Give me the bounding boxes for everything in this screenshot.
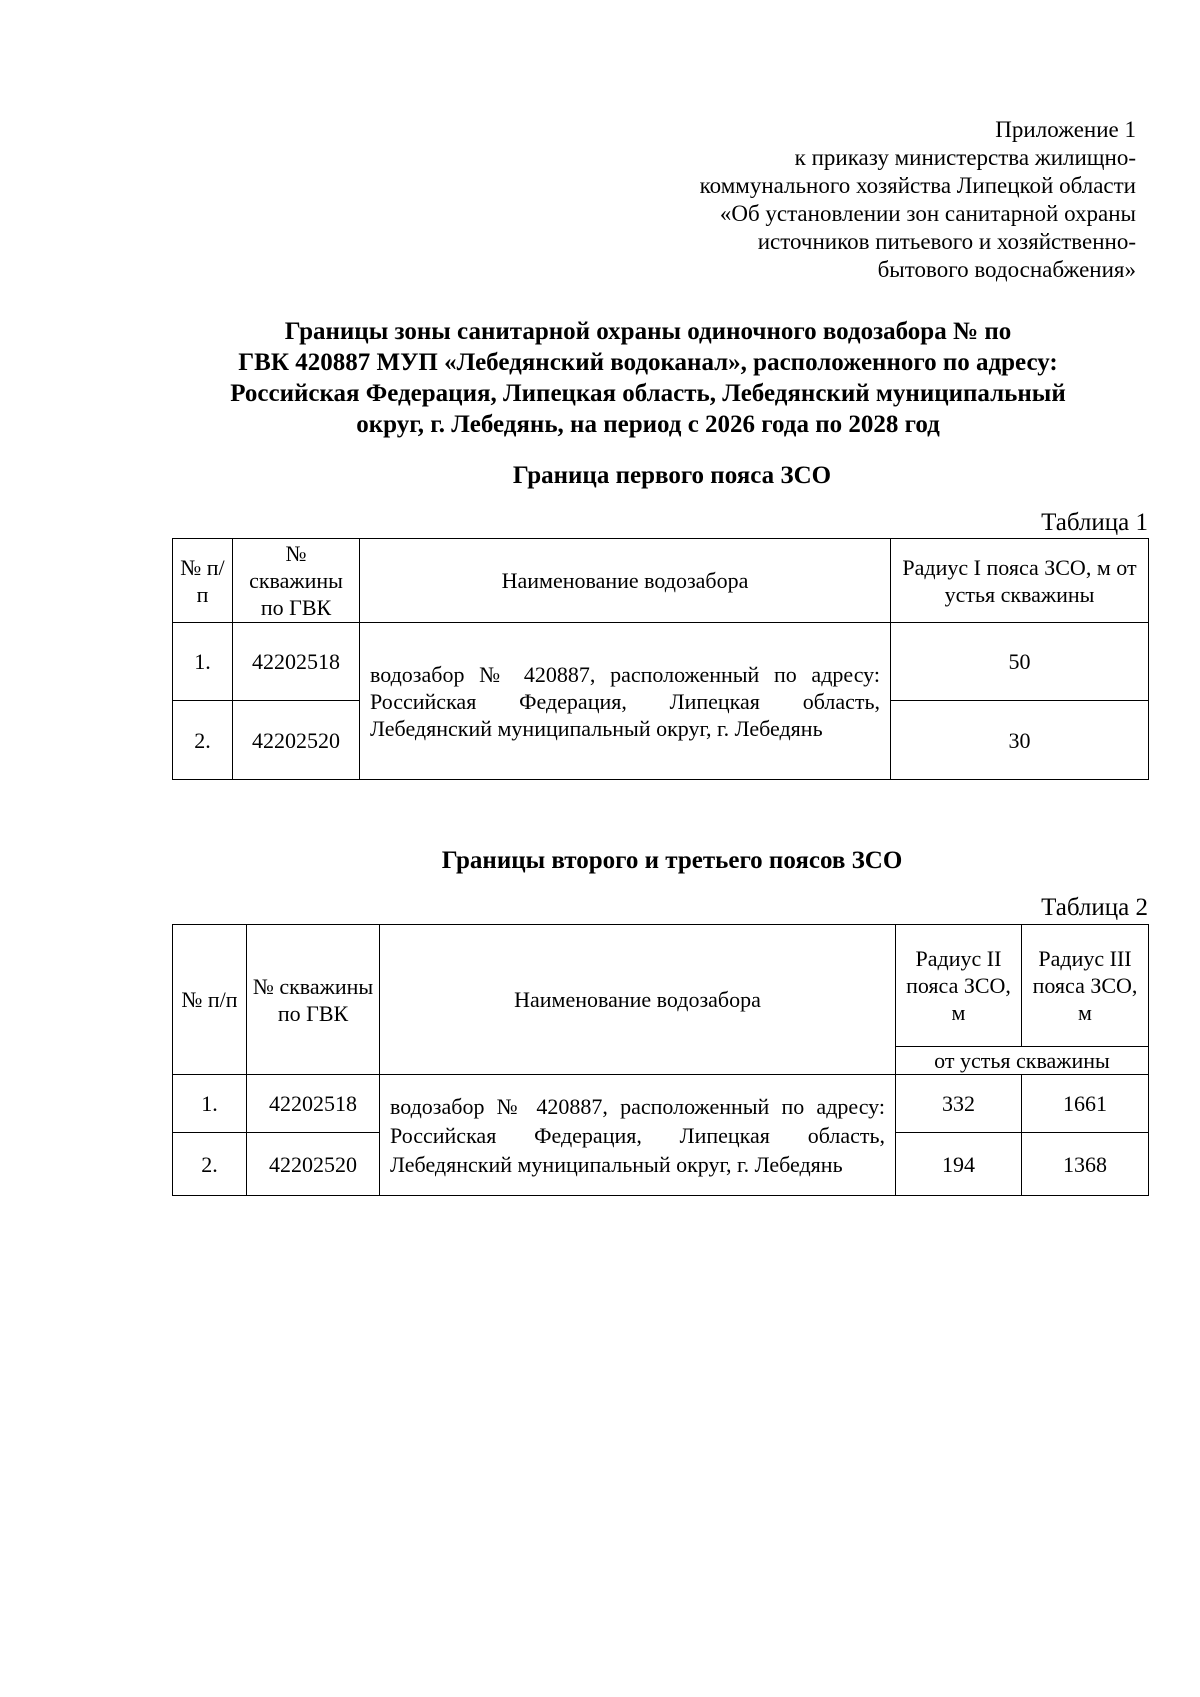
row-num: 2. (173, 701, 233, 780)
header-well: № скважины по ГВК (233, 539, 360, 623)
row-radius-2: 332 (896, 1075, 1022, 1133)
row-num: 1. (173, 623, 233, 701)
row-radius-3: 1368 (1022, 1133, 1149, 1196)
appendix-line: к приказу министерства жилищно- (794, 145, 1136, 170)
header-well: № скважины по ГВК (247, 925, 380, 1075)
header-num: № п/п (173, 925, 247, 1075)
row-intake-name: водозабор № 420887, расположенный по адресу: Российская Федерация, Липецкая область, Лебедянский муниципальный округ, г. Лебедянь (380, 1075, 896, 1196)
row-radius-1: 30 (891, 701, 1149, 780)
row-intake-name: водозабор № 420887, расположенный по адресу: Российская Федерация, Липецкая область, Лебедянский муниципальный округ, г. Лебедянь (360, 623, 891, 780)
row-num: 2. (173, 1133, 247, 1196)
appendix-line: бытового водоснабжения» (877, 257, 1136, 282)
header-radius-1: Радиус I пояса ЗСО, м от устья скважины (891, 539, 1149, 623)
title-line: Российская Федерация, Липецкая область, Лебедянский муниципальный (230, 380, 1066, 407)
table2-caption: Таблица 2 (1041, 894, 1148, 921)
row-well: 42202520 (247, 1133, 380, 1196)
row-radius-1: 50 (891, 623, 1149, 701)
row-well: 42202518 (233, 623, 360, 701)
row-num: 1. (173, 1075, 247, 1133)
appendix-line: «Об установлении зон санитарной охраны (719, 201, 1136, 226)
header-intake-name: Наименование водозабора (360, 539, 891, 623)
header-radius-2: Радиус II пояса ЗСО, м (896, 925, 1022, 1047)
table-row (173, 1075, 1149, 1133)
table-row (173, 623, 1149, 701)
table1-header-row (173, 539, 1149, 623)
title-line: округ, г. Лебедянь, на период с 2026 года по 2028 год (356, 411, 940, 438)
row-well: 42202520 (233, 701, 360, 780)
title-line: ГВК 420887 МУП «Лебедянский водоканал», расположенного по адресу: (238, 349, 1058, 376)
row-radius-2: 194 (896, 1133, 1022, 1196)
header-radius-3: Радиус III пояса ЗСО, м (1022, 925, 1149, 1047)
appendix-line: источников питьевого и хозяйственно- (757, 229, 1136, 254)
table-2 (172, 924, 1149, 1196)
table1-caption: Таблица 1 (1041, 509, 1148, 536)
section1-title: Граница первого пояса ЗСО (512, 462, 832, 489)
table2-header-row (173, 925, 1149, 1047)
appendix-line: Приложение 1 (995, 117, 1136, 142)
row-radius-3: 1661 (1022, 1075, 1149, 1133)
header-from-wellhead: от устья скважины (896, 1047, 1149, 1075)
section2-title: Границы второго и третьего поясов ЗСО (441, 847, 903, 874)
title-line: Границы зоны санитарной охраны одиночного водозабора № по (284, 318, 1012, 345)
table-1 (172, 538, 1149, 780)
header-num: № п/п (173, 539, 233, 623)
header-intake-name: Наименование водозабора (380, 925, 896, 1075)
row-well: 42202518 (247, 1075, 380, 1133)
document-title (150, 316, 1146, 440)
appendix-line: коммунального хозяйства Липецкой области (699, 173, 1136, 198)
appendix-header (576, 116, 1136, 284)
